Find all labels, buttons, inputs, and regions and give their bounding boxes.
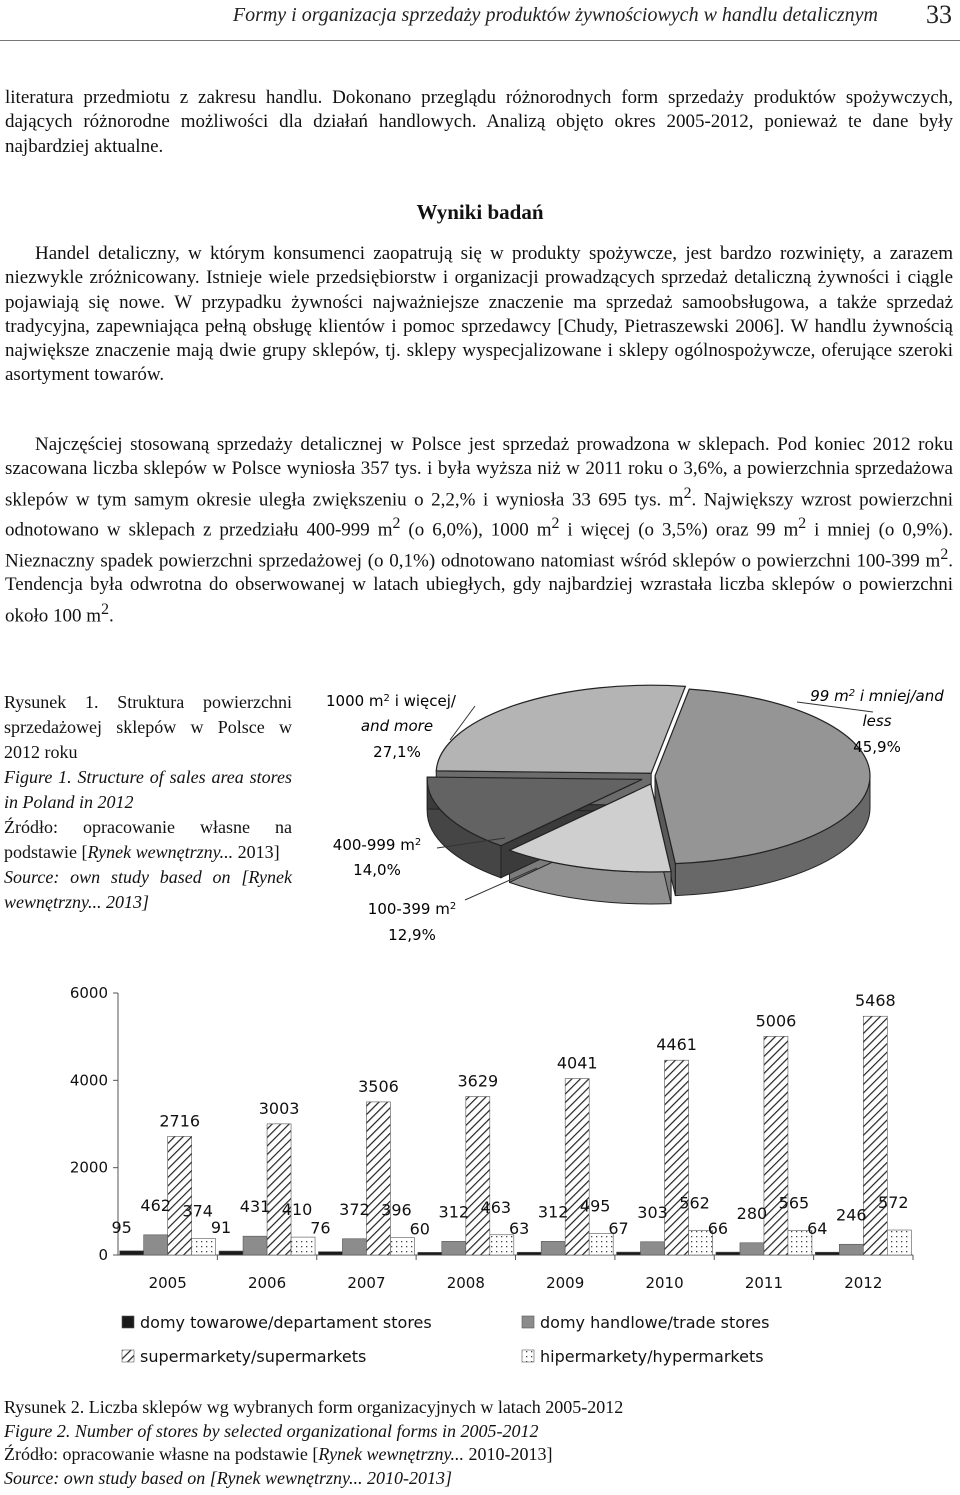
pie-chart — [305, 668, 955, 958]
figure-1-caption — [4, 690, 292, 915]
results-paragraph-2 — [5, 433, 953, 628]
bar-legend — [122, 1313, 769, 1366]
bar-value-label: 495 — [579, 1196, 611, 1216]
x-tick-label: 2010 — [645, 1274, 684, 1292]
x-tick-label: 2009 — [546, 1274, 585, 1292]
bar — [839, 1244, 863, 1255]
bar-value-label: 3506 — [358, 1076, 399, 1096]
figure-2-source-pl-italic: Rynek wewnętrzny... — [318, 1444, 465, 1464]
pie-label-99-line2: less — [862, 712, 892, 730]
figure-2-source-pl — [4, 1443, 944, 1467]
bar-value-label: 76 — [310, 1218, 331, 1238]
figure-2-caption-en: Figure 2. Number of stores by selected organizational forms in 2005-2012 — [4, 1420, 539, 1441]
bar — [192, 1239, 216, 1255]
bar — [342, 1239, 366, 1255]
pie-label-1000-line1: 1000 $m^2$ i więcej/ — [325, 692, 457, 710]
figure-1-source-pl — [4, 815, 292, 865]
bar-value-label: 3629 — [457, 1071, 499, 1091]
bar — [144, 1235, 168, 1255]
sup-1: 2 — [683, 484, 692, 502]
bar — [243, 1236, 267, 1255]
bar-value-label: 431 — [239, 1197, 271, 1217]
pie-label-1000-value: 27,1% — [373, 743, 421, 761]
bar — [764, 1036, 788, 1255]
x-tick-label: 2008 — [446, 1274, 485, 1292]
legend-swatch — [122, 1350, 134, 1362]
bar-value-label: 4041 — [556, 1053, 598, 1073]
bar-value-label: 3003 — [258, 1098, 300, 1118]
legend-label: domy handlowe/trade stores — [540, 1313, 770, 1332]
bar-chart — [30, 975, 930, 1385]
pie-label-400-line1: 400-999 $m^2$ — [332, 836, 422, 854]
results-paragraph-1 — [5, 242, 953, 388]
figure-2-caption — [4, 1396, 944, 1490]
bar-value-label: 91 — [210, 1218, 232, 1238]
bar — [617, 1252, 641, 1255]
legend-swatch — [122, 1316, 134, 1328]
pie-label-1000-line2: and more — [360, 717, 434, 735]
p2-part-7: . — [108, 605, 114, 627]
figure-1-caption-pl: Rysunek 1. Struktura powierzchni sprzedażowej sklepów w Polsce w 2012 roku — [4, 692, 292, 762]
bar-value-label: 572 — [878, 1193, 909, 1213]
bar — [318, 1252, 342, 1255]
figure-2-source-en: Source: own study based on [Rynek wewnętrzny... 2010-2013] — [4, 1467, 452, 1488]
bar-value-label: 372 — [339, 1199, 370, 1219]
bar-value-label: 410 — [281, 1200, 313, 1220]
bar-value-label: 5468 — [854, 991, 896, 1011]
legend-swatch — [522, 1316, 534, 1328]
pie-slices — [427, 685, 870, 904]
page-number: 33 — [926, 0, 952, 29]
sup-4: 2 — [798, 515, 807, 533]
bar — [815, 1252, 839, 1255]
x-tick-label: 2006 — [247, 1274, 287, 1292]
running-title: Formy i organizacja sprzedaży produktów żywnościowych w handlu detalicznym — [232, 4, 878, 26]
bar-value-label: 562 — [679, 1193, 710, 1213]
bar — [390, 1238, 414, 1255]
figure-1-source-pl-italic: Rynek wewnętrzny... — [87, 842, 234, 862]
bar-value-label: 565 — [778, 1193, 810, 1213]
sup-3: 2 — [551, 515, 560, 533]
figure-1-source-en: Source: own study based on [Rynek wewnętrzny... 2013] — [4, 867, 292, 912]
pie-label-100-value: 12,9% — [388, 926, 436, 944]
x-tick-label: 2011 — [744, 1274, 784, 1292]
p2-part-2: . Największy wzrost powierzchni odnotowano w sklepach z przedziału 400-999 m — [5, 488, 953, 541]
sup-5: 2 — [940, 545, 949, 563]
sup-2: 2 — [392, 515, 401, 533]
running-header — [0, 0, 960, 41]
x-tick-label: 2005 — [148, 1274, 187, 1292]
bar — [466, 1097, 490, 1255]
bar-value-label: 374 — [182, 1201, 213, 1221]
figure-2-caption-pl: Rysunek 2. Liczba sklepów wg wybranych form organizacyjnych w latach 2005-2012 — [4, 1397, 624, 1417]
bar-value-label: 463 — [480, 1197, 512, 1217]
p2-part-6: . Tendencja była odwrotna do obserwowanej w latach ubiegłych, gdy najbardziej wzrastała liczba sklepów o powierzchni około 100 m — [5, 550, 953, 627]
bar — [665, 1060, 689, 1255]
bar-value-label: 5006 — [755, 1011, 797, 1031]
bar-value-label: 95 — [111, 1217, 132, 1237]
bar — [887, 1230, 911, 1255]
pie-label-400-value: 14,0% — [353, 861, 401, 879]
pie-label-100-line1: 100-399 $m^2$ — [367, 900, 457, 918]
legend-label: supermarkety/supermarkets — [140, 1347, 367, 1366]
p2-part-5: i mniej (o 0,9%). Nieznaczny spadek powierzchni sprzedażowej (o 0,1%) odnotowano natomiast wśród sklepów o powierzchni 100-399 m — [5, 519, 954, 572]
x-tick-label: 2012 — [844, 1274, 883, 1292]
legend-label: hipermarkety/hypermarkets — [540, 1347, 764, 1366]
legend-label: domy towarowe/departament stores — [140, 1313, 432, 1332]
y-tick-label: 0 — [98, 1246, 108, 1264]
bar-value-label: 312 — [537, 1202, 569, 1222]
intro-paragraph: literatura przedmiotu z zakresu handlu. Dokonano przeglądu różnorodnych form sprzedaży produktów spożywczych, dających różnorodne możliwości dla działań handlowych. Analizą objęto okres 2005-2012, ponieważ te dane były najbardziej aktualne. — [5, 87, 953, 157]
bar — [366, 1102, 390, 1255]
bar — [716, 1252, 740, 1255]
bar-value-label: 4461 — [656, 1035, 697, 1055]
p2-part-4: i więcej (o 3,5%) oraz 99 m — [559, 519, 799, 541]
bar — [219, 1251, 243, 1255]
bar — [863, 1016, 887, 1255]
figure-1-caption-en: Figure 1. Structure of sales area stores in Poland in 2012 — [4, 767, 292, 812]
bar — [565, 1079, 589, 1255]
bar-value-label: 280 — [736, 1203, 768, 1223]
bar-value-label: 303 — [637, 1202, 668, 1222]
x-tick-label: 2007 — [347, 1274, 386, 1292]
p2-part-1: Najczęściej stosowaną sprzedaży detalicznej w Polsce jest sprzedaż prowadzona w sklepach. Pod koniec 2012 roku szacowana liczba sklepów w Polsce wyniosła 357 tys. i była wyższa niż w 2011 roku o 3,6%, a powierzchnia sprzedażowa sklepów w tym samym okresie uległa zwiększeniu o 2,2,% i wyniosła 33 695 tys. m — [5, 434, 953, 510]
bar — [291, 1237, 315, 1255]
bar — [442, 1241, 466, 1255]
figure-1-source-pl-prefix: Źródło: opracowanie własne na podstawie [ — [4, 817, 292, 862]
bar — [740, 1243, 764, 1255]
y-tick-label: 2000 — [69, 1158, 108, 1177]
bar-value-label: 2716 — [159, 1111, 201, 1131]
y-tick-label: 4000 — [69, 1071, 108, 1090]
bar — [120, 1251, 144, 1255]
section-heading: Wyniki badań — [416, 200, 544, 224]
bar-value-label: 66 — [707, 1219, 729, 1239]
bar — [541, 1241, 565, 1255]
bar-value-label: 63 — [509, 1219, 530, 1239]
legend-swatch — [522, 1350, 534, 1362]
bar — [418, 1252, 442, 1255]
bar-data-labels — [112, 991, 909, 1238]
y-tick-label: 6000 — [69, 984, 108, 1002]
bar-value-label: 64 — [807, 1219, 828, 1239]
figure-2-source-pl-prefix: Źródło: opracowanie własne na podstawie [ — [4, 1444, 319, 1464]
bar — [641, 1242, 665, 1255]
pie-label-99-line1: 99 $m^2$ i mniej/and — [810, 687, 944, 705]
p2-part-3: (o 6,0%), 1000 m — [400, 519, 552, 541]
bar — [517, 1252, 541, 1255]
sup-6: 2 — [101, 600, 109, 618]
bar-value-label: 67 — [608, 1219, 629, 1239]
bar — [267, 1124, 291, 1255]
bar-value-label: 462 — [140, 1195, 171, 1215]
figure-2-source-pl-suffix: 2010-2013] — [464, 1444, 553, 1464]
bar-value-label: 60 — [409, 1219, 430, 1239]
pie-label-99-value: 45,9% — [853, 738, 901, 756]
pie-slice — [436, 685, 685, 773]
figure-1-source-pl-suffix: 2013] — [233, 842, 280, 862]
bar-value-label: 246 — [836, 1205, 867, 1225]
bar — [168, 1136, 192, 1255]
results-paragraph-1-text: Handel detaliczny, w którym konsumenci zaopatrują się w produkty spożywcze, jest bardzo rozwinięty, a zarazem niezwykle zróżnicowany. Istnieje wiele przedsiębiorstw i organizacji prowadzących sprzedaż detaliczną żywności i ciągle pojawiają się nowe. W przypadku żywności najważniejsze znaczenie ma sprzedaż samoobsługowa, a także sprzedaż tradycyjna, zapewniająca pełną obsługę klientów i pomoc sprzedawcy [Chudy, Pietraszewski 2006]. W handlu żywnością największe znaczenie mają dwie grupy sklepów, tj. sklepy wyspecjalizowane i sklepy ogólnospożywcze, oferujące szeroki asortyment towarów. — [5, 243, 953, 386]
bar-value-label: 312 — [438, 1202, 470, 1222]
bar-value-label: 396 — [381, 1200, 412, 1220]
